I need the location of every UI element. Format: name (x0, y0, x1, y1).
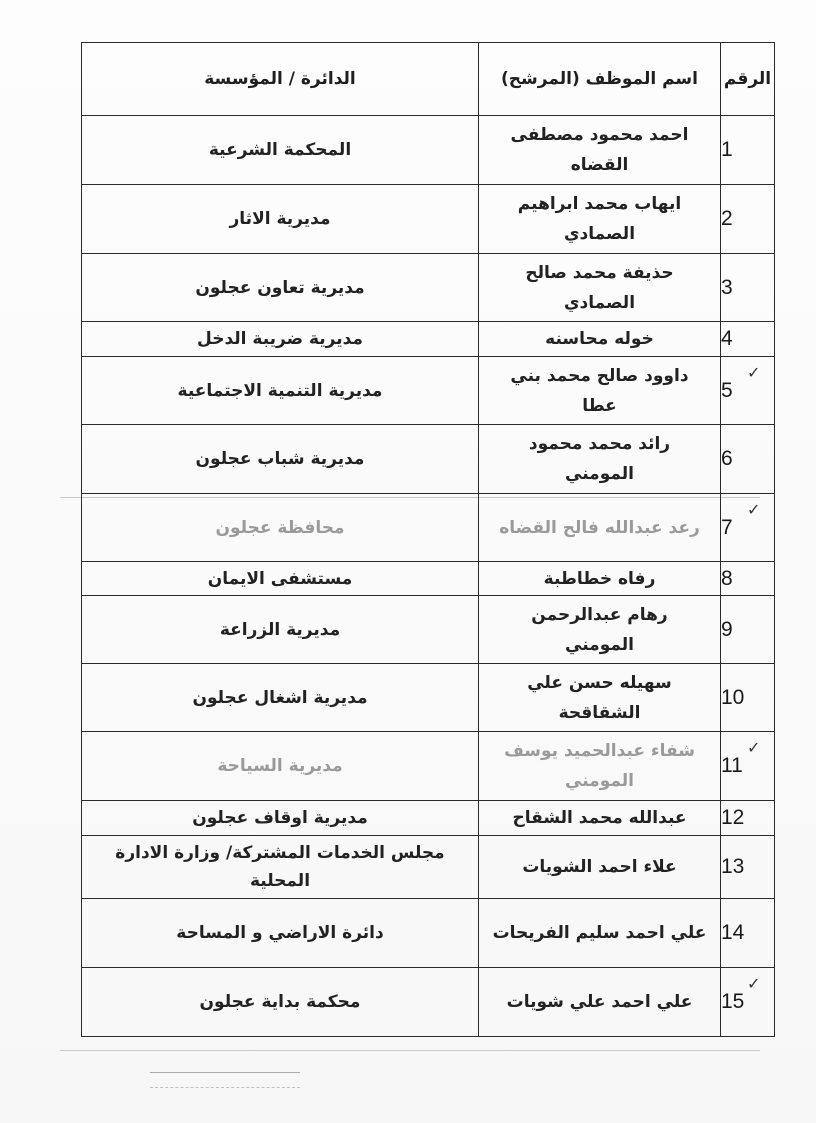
row-number-text: 6 (721, 447, 733, 470)
table-row (82, 801, 775, 836)
row-number-text: 2 (721, 207, 733, 230)
department-name-line: مديرية التنمية الاجتماعية (177, 380, 383, 401)
check-mark-icon: ✓ (747, 500, 761, 519)
department-name-line: مجلس الخدمات المشتركة/ وزارة الادارة (115, 843, 445, 863)
employee-name-line: رهام عبدالرحمن (531, 604, 668, 625)
row-number (721, 968, 775, 1037)
employee-name-line: ايهاب محمد ابراهيم (517, 194, 682, 214)
table-row (82, 494, 775, 562)
employee-name-line: القضاه (570, 155, 629, 175)
employee-name-line: احمد محمود مصطفى (510, 125, 689, 145)
employee-name-line: سهيله حسن علي (527, 672, 672, 693)
employee-name-line: علاء احمد الشويات (522, 857, 677, 877)
table-row (82, 185, 775, 254)
department-name-line: محكمة بداية عجلون (199, 992, 361, 1012)
row-number-text: 5 (721, 378, 733, 402)
employee-name (479, 425, 721, 494)
department-name (82, 899, 479, 968)
employee-name-line: رعد عبدالله فالح القضاه (499, 517, 700, 538)
table-row (82, 562, 775, 596)
row-number-text: 7 (721, 515, 733, 539)
department-name (82, 596, 479, 664)
header-number: الرقم (721, 43, 775, 116)
row-number-text: 15 (721, 990, 745, 1013)
department-name-line: مديرية اشغال عجلون (192, 687, 368, 708)
department-name (82, 494, 479, 562)
row-number (721, 357, 775, 425)
department-name (82, 357, 479, 425)
candidates-table (81, 42, 775, 1037)
department-name (82, 801, 479, 836)
table-header-row (82, 43, 775, 116)
table-row (82, 899, 775, 968)
row-number-text: 11 (721, 754, 743, 777)
row-number (721, 836, 775, 899)
row-number-text: 14 (721, 921, 745, 944)
header-name: اسم الموظف (المرشح) (479, 43, 721, 116)
employee-name (479, 732, 721, 801)
employee-name-line: رفاه خطاطبة (543, 568, 656, 589)
department-name-line: مستشفى الايمان (207, 568, 353, 589)
employee-name-line: عطا (582, 395, 617, 416)
row-number-text: 1 (721, 138, 733, 161)
table-row (82, 357, 775, 425)
employee-name (479, 596, 721, 664)
row-number (721, 596, 775, 664)
department-name-line: مديرية الزراعة (219, 619, 341, 640)
employee-name (479, 185, 721, 254)
row-number (721, 562, 775, 596)
employee-name (479, 357, 721, 425)
row-number-text: 12 (721, 806, 745, 829)
table-row (82, 116, 775, 185)
row-number (721, 664, 775, 732)
department-name (82, 322, 479, 357)
table-row (82, 836, 775, 899)
row-number-text: 4 (721, 327, 733, 350)
department-name-line: مديرية السياحة (217, 756, 343, 776)
department-name (82, 185, 479, 254)
employee-name-line: المومني (565, 634, 634, 655)
employee-name-line: المومني (565, 464, 634, 484)
row-number (721, 425, 775, 494)
department-name-line: دائرة الاراضي و المساحة (176, 923, 384, 943)
department-name (82, 968, 479, 1037)
employee-name-line: الصمادي (563, 224, 636, 244)
employee-name (479, 494, 721, 562)
employee-name-line: علي احمد علي شويات (506, 992, 693, 1012)
department-name-line: مديرية شباب عجلون (195, 449, 365, 469)
employee-name-line: داوود صالح محمد بني (510, 365, 689, 386)
department-name-line: مديرية تعاون عجلون (195, 277, 365, 298)
row-number (721, 322, 775, 357)
department-name (82, 116, 479, 185)
department-name (82, 732, 479, 801)
footer-scribble (150, 1072, 300, 1088)
row-number (721, 494, 775, 562)
department-name-line: المحلية (249, 871, 311, 891)
department-name-line: مديرية اوقاف عجلون (192, 808, 368, 828)
row-number (721, 899, 775, 968)
employee-name-line: خوله محاسنه (545, 329, 654, 349)
row-number (721, 185, 775, 254)
table-row (82, 968, 775, 1037)
employee-name-line: حذيفة محمد صالح (525, 262, 674, 283)
employee-name-line: علي احمد سليم الفريحات (492, 923, 707, 943)
row-number-text: 3 (721, 275, 733, 299)
employee-name (479, 322, 721, 357)
check-mark-icon: ✓ (747, 738, 761, 757)
check-mark-icon: ✓ (747, 363, 761, 382)
employee-name (479, 664, 721, 732)
row-number-text: 9 (721, 617, 733, 641)
scan-artifact-line (60, 1050, 760, 1051)
header-department: الدائرة / المؤسسة (82, 43, 479, 116)
employee-name (479, 899, 721, 968)
department-name (82, 836, 479, 899)
table-row (82, 425, 775, 494)
row-number (721, 801, 775, 836)
department-name (82, 254, 479, 322)
department-name (82, 664, 479, 732)
table-row (82, 254, 775, 322)
row-number-text: 8 (721, 566, 733, 590)
department-name-line: محافظة عجلون (215, 517, 345, 538)
department-name (82, 562, 479, 596)
employee-name (479, 836, 721, 899)
row-number-text: 10 (721, 685, 745, 709)
employee-name (479, 968, 721, 1037)
department-name-line: مديرية ضريبة الدخل (197, 329, 363, 349)
employee-name (479, 254, 721, 322)
employee-name (479, 562, 721, 596)
employee-name-line: الشقاقحة (558, 702, 641, 723)
department-name-line: مديرية الاثار (229, 209, 331, 229)
table-row (82, 732, 775, 801)
department-name (82, 425, 479, 494)
employee-name-line: شفاء عبدالحميد يوسف (504, 741, 695, 761)
table-row (82, 664, 775, 732)
employee-name-line: عبدالله محمد الشقاح (512, 808, 687, 828)
department-name-line: المحكمة الشرعية (208, 140, 352, 160)
employee-name (479, 801, 721, 836)
employee-name (479, 116, 721, 185)
employee-name-line: رائد محمد محمود (528, 434, 671, 454)
employee-name-line: المومني (565, 771, 634, 791)
row-number (721, 732, 775, 801)
table-row (82, 322, 775, 357)
row-number (721, 254, 775, 322)
row-number (721, 116, 775, 185)
row-number-text: 13 (721, 855, 745, 878)
employee-name-line: الصمادي (563, 292, 636, 313)
table-row (82, 596, 775, 664)
check-mark-icon: ✓ (747, 974, 761, 993)
